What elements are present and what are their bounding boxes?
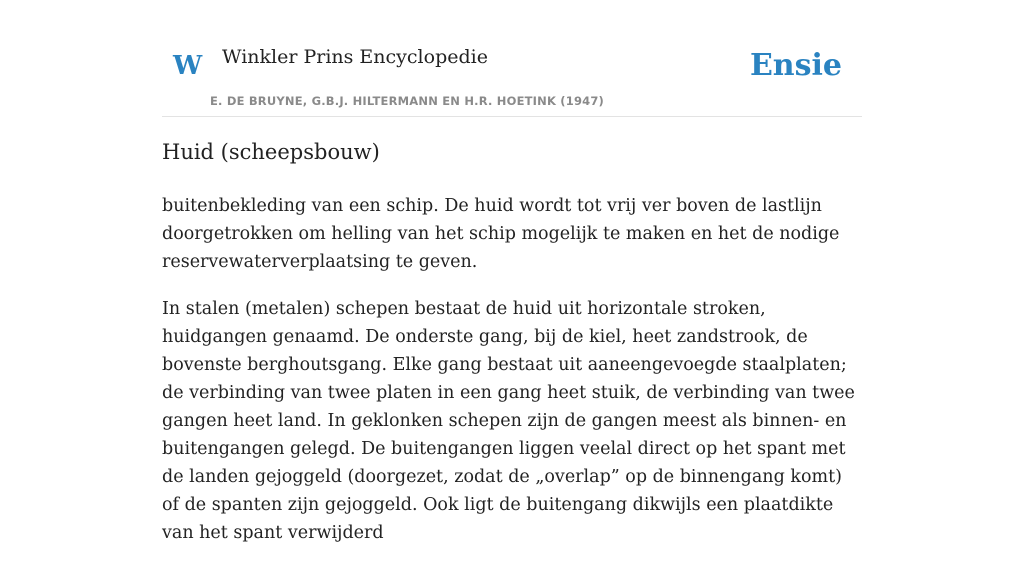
site-header — [162, 0, 862, 117]
site-title[interactable]: Winkler Prins Encyclopedie — [222, 46, 488, 68]
article-body — [162, 192, 862, 566]
article-paragraph: In stalen (metalen) schepen bestaat de huid uit horizontale stroken, huidgangen genaamd. De onderste gang, bij de kiel, heet zandstrook, de bovenste berghoutsgang. Elke gang bestaat uit aaneengevoegde staalplaten; de verbinding van twee platen in een gang heet stuik, de verbinding van twee gangen heet land. In geklonken schepen zijn de gangen meest als binnen- en buitengangen gelegd. De buitengangen liggen veelal direct op het spant met de landen gejoggeld (doorgezet, zodat de „overlap” op de binnengang komt) of de spanten zijn gejoggeld. Ook ligt de buitengang dikwijls een plaatdikte van het spant verwijderd — [162, 299, 855, 543]
authors-line: E. DE BRUYNE, G.B.J. HILTERMANN EN H.R. HOETINK (1947) — [210, 94, 605, 108]
article-paragraph: buitenbekleding van een schip. De huid wordt tot vrij ver boven de lastlijn doorgetrokken om helling van het schip mogelijk te maken en het de nodige reservewaterverplaatsing te geven. — [162, 196, 840, 272]
winkler-prins-logo[interactable]: W — [173, 51, 203, 81]
content-container — [162, 0, 862, 543]
article-title: Huid (scheepsbouw) — [162, 140, 380, 164]
ensie-logo-link[interactable]: Ensie — [749, 48, 842, 83]
